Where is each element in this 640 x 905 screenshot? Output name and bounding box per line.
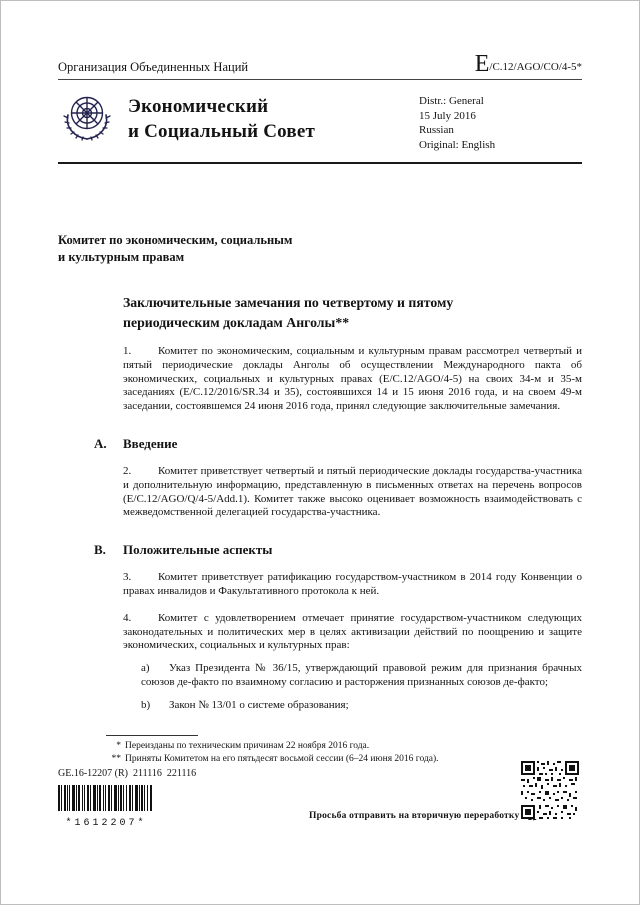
paragraph-4 [123,612,582,653]
paragraph-number: 4. [123,611,132,624]
recycle-note [309,807,540,824]
paragraph-3 [123,571,582,599]
un-emblem-icon [58,88,116,146]
barcode-block [58,785,154,829]
original-language-line: Original: English [419,138,496,151]
paragraph-number: 3. [123,571,132,584]
paragraph-text: Комитет с удовлетворением отмечает принятие государством-участником следующих законодательных и политических мер в целях активизации действий по поощрению и защите экономических, социальных и культурных прав: [123,611,582,652]
council-name [128,94,315,144]
paragraph-2 [123,465,582,520]
footnotes-block [58,735,582,766]
paragraph-1 [123,345,582,414]
distr-line: Distr.: General [419,95,484,107]
paragraph-number: 1. [123,345,132,357]
date-line: 15 July 2016 [419,109,476,122]
language-line: Russian [419,124,454,136]
ge-document-number: GE.16-12207 (R) 211116 221116 [58,768,197,779]
document-title-text: Заключительные замечания по четвертому и пятому периодическим докладам Анголы [123,295,454,330]
section-letter: A. [94,435,107,451]
footnote-marker: ** [111,754,121,764]
recycle-text: Просьба отправить на вторичную переработку [309,810,520,821]
doc-symbol-number: /C.12/AGO/CO/4-5* [489,61,582,73]
section-title: Введение [123,435,178,451]
title-footnote-marker: ** [335,314,350,330]
footnote-text: Приняты Комитетом на его пятьдесят восьмой сессии (6–24 июня 2016 года). [125,754,439,764]
org-name: Организация Объединенных Наций [58,60,249,74]
committee-name [58,232,582,265]
section-a-heading [94,435,582,452]
list-item-label: a) [141,662,150,675]
list-item-text: Указ Президента № 36/15, утверждающий правовой режим для признания брачных союзов де-факто по взаимному согласию и расторжения признанных союзов де-факто; [141,662,582,688]
masthead [58,88,582,152]
section-b-heading [94,541,582,558]
paragraph-number: 2. [123,464,132,477]
barcode [58,785,154,811]
list-item-b [141,699,582,713]
distribution-block [419,94,582,152]
header-row [58,53,582,75]
footnote-marker: * [116,741,121,751]
list-item-a [141,662,582,690]
council-name-line1: Экономический [128,96,269,117]
footnote-1 [58,740,582,753]
list-item-text: Закон № 13/01 о системе образования; [169,698,349,711]
footnote-separator [106,735,198,736]
committee-name-line1: Комитет по экономическим, социальным [58,233,293,247]
list-item-label: b) [141,698,151,711]
footnote-2 [58,753,582,766]
section-title: Положительные аспекты [123,542,273,558]
doc-symbol [475,53,582,75]
paragraph-text: Комитет приветствует ратификацию государством-участником в 2014 году Конвенции о правах инвалидов и Факультативного протокола к ней. [123,571,582,597]
document-title [123,293,545,332]
committee-name-line2: и культурным правам [58,249,185,264]
council-name-line2: и Социальный Совет [128,121,316,142]
paragraph-text: Комитет по экономическим, социальным и культурным правам рассмотрел четвертый и пятый периодические доклады Анголы об осуществлении Международного пакта об экономических, социальных и культурных правах (E/C.12/AGO/4-5) на своих 34-м и 35-м заседаниях (E/C.12/2016/SR.34 и 35), состоявшихся 14 и 15 июня 2016 года, и на своем 49-м заседании, состоявшемся 24 июня 2016 года, принял следующие заключительные замечания. [123,345,582,413]
paragraph-text: Комитет приветствует четвертый и пятый периодические доклады государства-участника и дополнительную информацию, представленную в письменных ответах на перечень вопросов (E/C.12/AGO/Q/4-5/Add.1). Комитет также высоко оценивает возможность взаимодействовать с межведомственной делегацией государства-участника. [123,464,582,519]
header-rule-thick [58,162,582,164]
doc-symbol-letter: E [474,51,490,77]
section-letter: B. [94,542,106,558]
barcode-text: *1612207* [65,818,147,829]
footnote-text: Переизданы по техническим причинам 22 ноября 2016 года. [125,741,370,751]
header-rule-thin [58,79,582,80]
qr-code [521,761,579,819]
